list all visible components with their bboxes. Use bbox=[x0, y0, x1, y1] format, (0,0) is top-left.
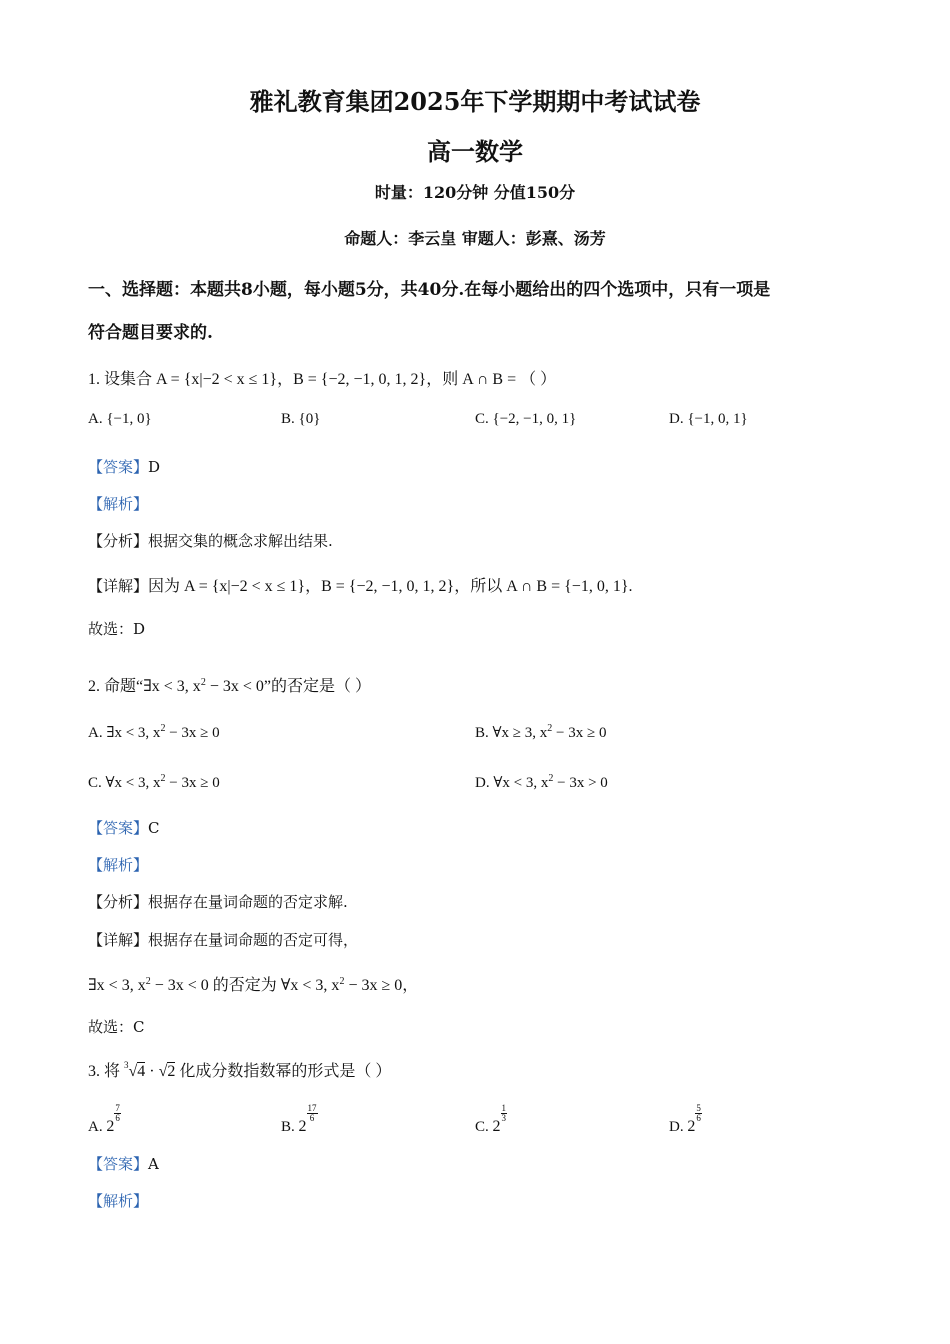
q3-b-base: 2 bbox=[298, 1118, 307, 1135]
q2-derive-mid: − 3x < 0 的否定为 ∀x < 3, x bbox=[150, 977, 340, 994]
q1-stem: 1. 设集合 A = {x|−2 < x ≤ 1}，B = {−2, −1, 0, 1, 2}，则 A ∩ B = （ ） bbox=[88, 371, 557, 388]
q2-a-post: − 3x ≥ 0 bbox=[165, 725, 220, 741]
q2-analysis-row bbox=[88, 854, 148, 875]
q2-derive-exp2: 2 bbox=[339, 976, 345, 987]
q1-choose-row bbox=[88, 618, 145, 639]
q3-option-b bbox=[281, 1104, 318, 1136]
q2-a-pre: A. ∃x < 3, x bbox=[88, 725, 161, 741]
q1-detail-row bbox=[88, 573, 633, 596]
q3-stem-pre: 3. 将 bbox=[88, 1063, 125, 1080]
q1-option-a: A. {−1, 0} bbox=[88, 411, 152, 427]
q1-fenxi-row bbox=[88, 530, 333, 551]
q2-derive-post: − 3x ≥ 0， bbox=[344, 977, 419, 994]
q3-d-exponent bbox=[695, 1104, 702, 1123]
q3-analysis-row bbox=[88, 1190, 148, 1211]
q2-option-d bbox=[475, 773, 608, 792]
q1-option-d: D. {−1, 0, 1} bbox=[669, 411, 748, 427]
q2-c-post: − 3x ≥ 0 bbox=[165, 775, 220, 791]
q2-derive-exp1: 2 bbox=[145, 976, 151, 987]
q3-radicand-2: 2 bbox=[167, 1063, 176, 1080]
q2-b-exp: 2 bbox=[547, 723, 553, 734]
fenxi-label: 【分析】 bbox=[88, 532, 149, 550]
q1-option-c: C. {−2, −1, 0, 1} bbox=[475, 411, 577, 427]
choose-label: 故选： bbox=[88, 620, 134, 638]
q2-answer-row bbox=[88, 817, 160, 838]
q2-d-pre: D. ∀x < 3, x bbox=[475, 775, 549, 791]
q2-choose-row bbox=[88, 1016, 145, 1037]
q3-d-num: 5 bbox=[696, 1103, 701, 1113]
analysis-label: 【解析】 bbox=[88, 1192, 149, 1210]
radical-icon: √ bbox=[128, 1063, 138, 1080]
answer-label: 【答案】 bbox=[88, 1155, 149, 1173]
q2-option-c bbox=[88, 773, 220, 792]
q3-a-label: A. bbox=[88, 1119, 103, 1135]
q3-b-num: 17 bbox=[307, 1103, 317, 1113]
q1-answer-row bbox=[88, 456, 160, 477]
q1-choose: D bbox=[133, 620, 146, 638]
detail-label: 【详解】 bbox=[88, 931, 149, 949]
q2-choose: C bbox=[133, 1018, 145, 1036]
answer-label: 【答案】 bbox=[88, 819, 149, 837]
q2-stem-pre: 2. 命题“∃x < 3, x bbox=[88, 678, 201, 695]
q3-answer: A bbox=[148, 1155, 159, 1173]
q1-fenxi: 根据交集的概念求解出结果. bbox=[148, 532, 333, 550]
time-info: 时量：120分钟 分值150分 bbox=[374, 183, 576, 202]
q2-detail: 根据存在量词命题的否定可得， bbox=[148, 931, 359, 949]
q1-answer: D bbox=[148, 458, 161, 476]
q3-stem bbox=[88, 1058, 391, 1081]
q3-c-exponent bbox=[501, 1104, 508, 1123]
q2-option-b bbox=[475, 723, 607, 742]
q3-a-exponent bbox=[114, 1104, 121, 1123]
q2-derive-pre: ∃x < 3, x bbox=[88, 977, 146, 994]
q3-stem-post: 化成分数指数幂的形式是（ ） bbox=[175, 1063, 392, 1080]
q2-d-exp: 2 bbox=[548, 773, 554, 784]
analysis-label: 【解析】 bbox=[88, 856, 149, 874]
q3-d-base: 2 bbox=[687, 1118, 696, 1135]
q3-d-den: 6 bbox=[696, 1113, 701, 1123]
exam-subtitle: 高一数学 bbox=[427, 137, 523, 166]
q2-a-exp: 2 bbox=[160, 723, 166, 734]
q3-c-label: C. bbox=[475, 1119, 489, 1135]
q2-d-post: − 3x > 0 bbox=[553, 775, 608, 791]
exam-title: 雅礼教育集团2025年下学期期中考试试卷 bbox=[249, 87, 701, 116]
q3-option-a bbox=[88, 1104, 121, 1136]
q1-analysis-row bbox=[88, 493, 148, 514]
q3-b-exponent bbox=[307, 1104, 318, 1123]
q3-b-den: 6 bbox=[309, 1113, 315, 1123]
answer-label: 【答案】 bbox=[88, 458, 149, 476]
q3-c-den: 3 bbox=[501, 1113, 507, 1123]
q2-stem-exp: 2 bbox=[200, 677, 206, 688]
radical-icon: √ bbox=[158, 1063, 168, 1080]
author-info: 命题人：李云皇 审题人：彭熹、汤芳 bbox=[344, 229, 606, 248]
detail-label: 【详解】 bbox=[88, 577, 149, 595]
q2-fenxi-row bbox=[88, 891, 348, 912]
q3-b-label: B. bbox=[281, 1119, 295, 1135]
q3-a-base: 2 bbox=[106, 1118, 115, 1135]
q2-option-a bbox=[88, 723, 220, 742]
q3-a-num: 7 bbox=[115, 1103, 120, 1113]
q3-a-den: 6 bbox=[115, 1113, 120, 1123]
section-heading-line1: 一、选择题：本题共8小题，每小题5分，共40分.在每小题给出的四个选项中，只有一项是 bbox=[88, 280, 771, 300]
fenxi-label: 【分析】 bbox=[88, 893, 149, 911]
q2-derivation bbox=[88, 972, 418, 995]
q1-option-b: B. {0} bbox=[281, 411, 321, 427]
choose-label: 故选： bbox=[88, 1018, 134, 1036]
q2-c-pre: C. ∀x < 3, x bbox=[88, 775, 161, 791]
q3-option-c bbox=[475, 1104, 507, 1136]
q3-option-d bbox=[669, 1104, 702, 1136]
section-heading-line2: 符合题目要求的. bbox=[88, 323, 213, 343]
q2-detail-row bbox=[88, 929, 358, 950]
analysis-label: 【解析】 bbox=[88, 495, 149, 513]
q2-b-post: − 3x ≥ 0 bbox=[552, 725, 607, 741]
q3-d-label: D. bbox=[669, 1119, 684, 1135]
q2-answer: C bbox=[148, 819, 160, 837]
q3-c-base: 2 bbox=[492, 1118, 501, 1135]
q3-c-num: 1 bbox=[501, 1103, 507, 1113]
q2-fenxi: 根据存在量词命题的否定求解. bbox=[148, 893, 348, 911]
q2-c-exp: 2 bbox=[160, 773, 166, 784]
q1-detail: 因为 A = {x|−2 < x ≤ 1}，B = {−2, −1, 0, 1, 2}，所以 A ∩ B = {−1, 0, 1}. bbox=[148, 578, 633, 595]
q2-stem-post: − 3x < 0”的否定是（ ） bbox=[205, 678, 371, 695]
q2-stem bbox=[88, 673, 371, 696]
q3-root-index: 3 bbox=[124, 1060, 129, 1070]
q2-b-pre: B. ∀x ≥ 3, x bbox=[475, 725, 548, 741]
q3-dot: · bbox=[145, 1063, 159, 1080]
q3-radicand-1: 4 bbox=[137, 1063, 146, 1080]
q3-answer-row bbox=[88, 1153, 159, 1174]
